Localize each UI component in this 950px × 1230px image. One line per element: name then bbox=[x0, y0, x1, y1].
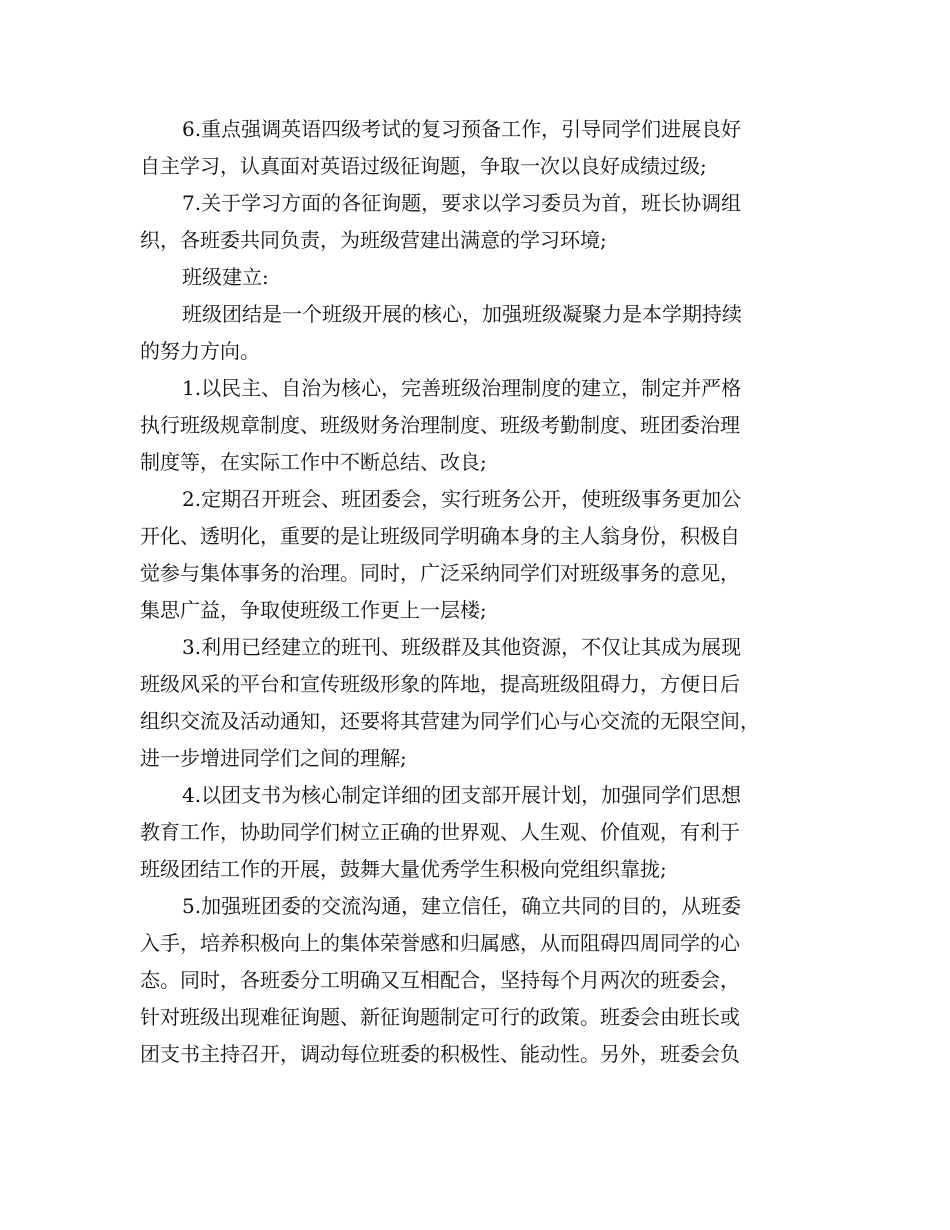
text-line: 开化、透明化，重要的是让班级同学明确本身的主人翁身份，积极自 bbox=[140, 524, 740, 548]
text-line: 2.定期召开班会、班团委会，实行班务公开，使班级事务更加公 bbox=[182, 487, 742, 511]
text-line: 班级团结是一个班级开展的核心，加强班级凝聚力是本学期持续 bbox=[182, 302, 742, 326]
text-line: 5.加强班团委的交流沟通，建立信任，确立共同的目的，从班委 bbox=[182, 894, 742, 918]
text-line: 7.关于学习方面的各征询题，要求以学习委员为首，班长协调组 bbox=[182, 191, 742, 215]
text-line: 觉参与集体事务的治理。同时，广泛采纳同学们对班级事务的意见， bbox=[140, 561, 740, 585]
text-line: 的努力方向。 bbox=[140, 339, 260, 363]
text-line: 进一步增进同学们之间的理解; bbox=[140, 746, 407, 770]
text-line: 织，各班委共同负责，为班级营建出满意的学习环境; bbox=[140, 228, 607, 252]
text-line: 态。同时，各班委分工明确又互相配合，坚持每个月两次的班委会， bbox=[140, 968, 740, 992]
text-line: 班级团结工作的开展，鼓舞大量优秀学生积极向党组织靠拢; bbox=[140, 857, 667, 881]
text-line: 集思广益，争取使班级工作更上一层楼; bbox=[140, 598, 487, 622]
text-line: 班级风采的平台和宣传班级形象的阵地，提高班级阻碍力，方便日后 bbox=[140, 672, 740, 696]
text-line: 1.以民主、自治为核心，完善班级治理制度的建立，制定并严格 bbox=[182, 376, 742, 400]
text-line: 3.利用已经建立的班刊、班级群及其他资源，不仅让其成为展现 bbox=[182, 635, 742, 659]
text-line: 制度等，在实际工作中不断总结、改良; bbox=[140, 450, 487, 474]
text-line: 教育工作，协助同学们树立正确的世界观、人生观、价值观，有利于 bbox=[140, 820, 740, 844]
document-body bbox=[140, 111, 828, 1073]
text-line: 自主学习，认真面对英语过级征询题，争取一次以良好成绩过级; bbox=[140, 154, 707, 178]
text-line: 执行班级规章制度、班级财务治理制度、班级考勤制度、班团委治理 bbox=[140, 413, 740, 437]
text-line: 团支书主持召开，调动每位班委的积极性、能动性。另外，班委会负 bbox=[140, 1042, 740, 1066]
text-line: 入手，培养积极向上的集体荣誉感和归属感，从而阻碍四周同学的心 bbox=[140, 931, 740, 955]
text-line: 班级建立: bbox=[182, 265, 269, 289]
text-line: 组织交流及活动通知，还要将其营建为同学们心与心交流的无限空间， bbox=[140, 709, 760, 733]
text-line: 针对班级出现难征询题、新征询题制定可行的政策。班委会由班长或 bbox=[140, 1005, 740, 1029]
text-line: 6.重点强调英语四级考试的复习预备工作，引导同学们进展良好 bbox=[182, 117, 742, 141]
text-line: 4.以团支书为核心制定详细的团支部开展计划，加强同学们思想 bbox=[182, 783, 742, 807]
